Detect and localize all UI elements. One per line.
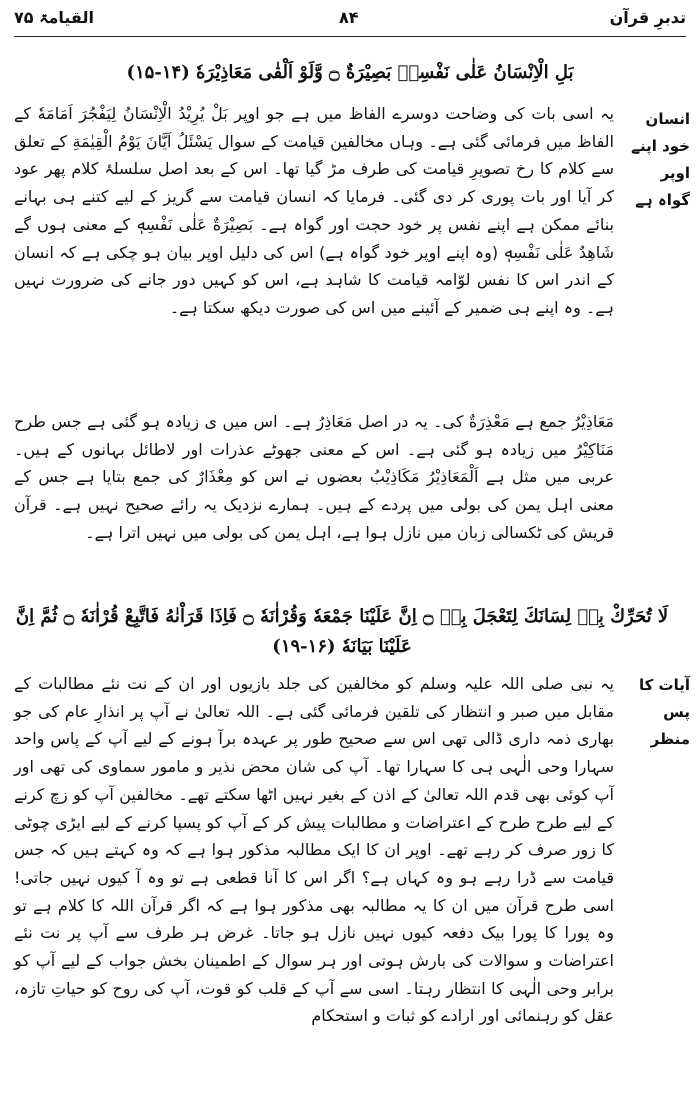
surah-name: القیامۃ ۷۵	[14, 8, 94, 27]
verse-14-15: بَلِ الْاِنْسَانُ عَلٰی نَفْسِهٖ بَصِیْرَةٌ ۝ وَّلَوْ اَلْقٰی مَعَاذِیْرَهٗ (۱۴-۱۵)	[126, 62, 574, 83]
side-note-background: آیات کا پس منظر	[638, 676, 690, 748]
verse-16-19: لَا تُحَرِّكْ بِهٖ لِسَانَكَ لِتَعْجَلَ بِهٖ ۝ اِنَّ عَلَیْنَا جَمْعَهٗ وَقُرْاٰنَهٗ ۝ فَاِذَا قَرَاْنٰهُ فَاتَّبِعْ قُرْاٰنَهٗ ۝ ثُمَّ اِنَّ عَلَیْنَا بَیَانَهٗ (۱۶-۱۹)	[15, 606, 669, 657]
side-note-self-witness: انسان خود اپنے اوپر گواہ ہے	[631, 110, 690, 209]
page-number: ۸۴	[339, 8, 359, 27]
book-title: تدبرِ قرآن	[609, 8, 686, 27]
paragraph-3: یہ نبی صلی اللہ علیہ وسلم کو مخالفین کی جلد بازیوں اور ان کے نت نئے مطالبات کے مقابل میں صبر و انتظار کی تلقین فرمائی گئی ہے۔ اللہ تعالیٰ نے آپ پر انذارِ عام کی جو بھاری ذمہ داری ڈالی تھی اس سے صحیح طور پر عہدہ برآ ہونے کے لیے آپ کے پاس واحد سہارا وحی الٰہی ہی کا سہارا تھا۔ آپ کی شان محض نذیر و مامور سماوی کی تھی اور آپ کوئی بھی قدم اللہ تعالیٰ کے اذن کے بغیر نہیں اٹھا سکتے تھے۔ مخالفین آپ کو زچ کرنے کے لیے طرح طرح کے اعتراضات و مطالبات پیش کر کے آپ کو پسپا کرنے کے لیے ایڑی چوٹی کا زور صرف کر رہے تھے۔ اوپر ان کا ایک مطالبہ مذکور ہوا ہے کہ وہ کہتے ہیں کہ جس قیامت سے ڈرا رہے ہو وہ کہاں ہے؟ اگر اس کا آنا قطعی ہے تو وہ آ کیوں نہیں جاتی! اسی طرح قرآن میں ان کا یہ مطالبہ بھی مذکور ہوا ہے کہ اگر قرآن اللہ کا کلام ہے تو وہ پورا کا پورا بیک دفعہ کیوں نہیں نازل ہو جاتا۔ غرض ہر طرف سے آپ پر نت نئے اعتراضات و سوالات کی بارش ہوتی اور ہر سوال کے اطمینان بخش جواب کے لیے آپ کو برابر وحی الٰہی کا انتظار رہتا۔ اسی سے آپ کے قلب کو قوت، آپ کی روح کو حیاتِ تازہ، عقل کو رہنمائی اور ارادے کو ثبات و استحکام	[14, 674, 614, 1026]
paragraph-2: مَعَاذِیْرُ جمع ہے مَعْذِرَةٌ کی۔ یہ در اصل مَعَاذِرُ ہے۔ اس میں ی زیادہ ہو گئی ہے جس طرح مَنَاکِیْرُ میں زیادہ ہو گئی ہے۔ اس کے معنی جھوٹے عذرات اور لاطائل بہانوں کے ہیں۔ عربی میں مثل ہے اَلْمَعَاذِیْرُ مَکَاذِیْبُ بعضوں نے اس کو مِعْذَارٌ کی جمع بتایا ہے جس کے معنی اہل یمن کی بولی میں پردے کے ہیں۔ ہمارے نزدیک یہ رائے صحیح نہیں ہے۔ قرآن قریش کی ٹکسالی زبان میں نازل ہوا ہے، اہل یمن کی بولی میں نہیں اترا ہے۔	[14, 412, 614, 542]
paragraph-1: یہ اسی بات کی وضاحت دوسرے الفاظ میں ہے جو اوپر بَلْ یُرِیْدُ الْاِنْسَانُ لِیَفْجُرَ اَمَامَهٗ کے الفاظ میں فرمائی گئی ہے۔ وہاں مخالفین قیامت کے سوال یَسْئَلُ اَیَّانَ یَوْمُ الْقِیٰمَةِ کے تعلق سے کلام کا رخ تصویرِ قیامت کی طرف مڑ گیا تھا۔ اس کے بعد اصل سلسلۂ کلام پھر عود کر آیا اور بات پوری کر دی گئی۔ فرمایا کہ انسان قیامت سے گریز کے لیے کتنے ہی بہانے بنائے ممکن ہے اپنے نفس پر خود حجت اور گواہ ہے۔ بَصِیْرَةٌ عَلٰی نَفْسِهٖ کے معنی ہوں گے شَاهِدٌ عَلٰی نَفْسِهٖ (وہ اپنے اوپر خود گواہ ہے) اس کی دلیل اوپر بیان ہو چکی ہے کہ انسان کے اندر اس کا نفس لوّامہ قیامت کا شاہد ہے، اس کو کہیں دور جانے کی ضرورت نہیں ہے۔ وہ اپنے ہی ضمیر کے آئینے میں اس کی صورت دیکھ سکتا ہے۔	[14, 104, 614, 317]
page-header	[14, 6, 686, 37]
